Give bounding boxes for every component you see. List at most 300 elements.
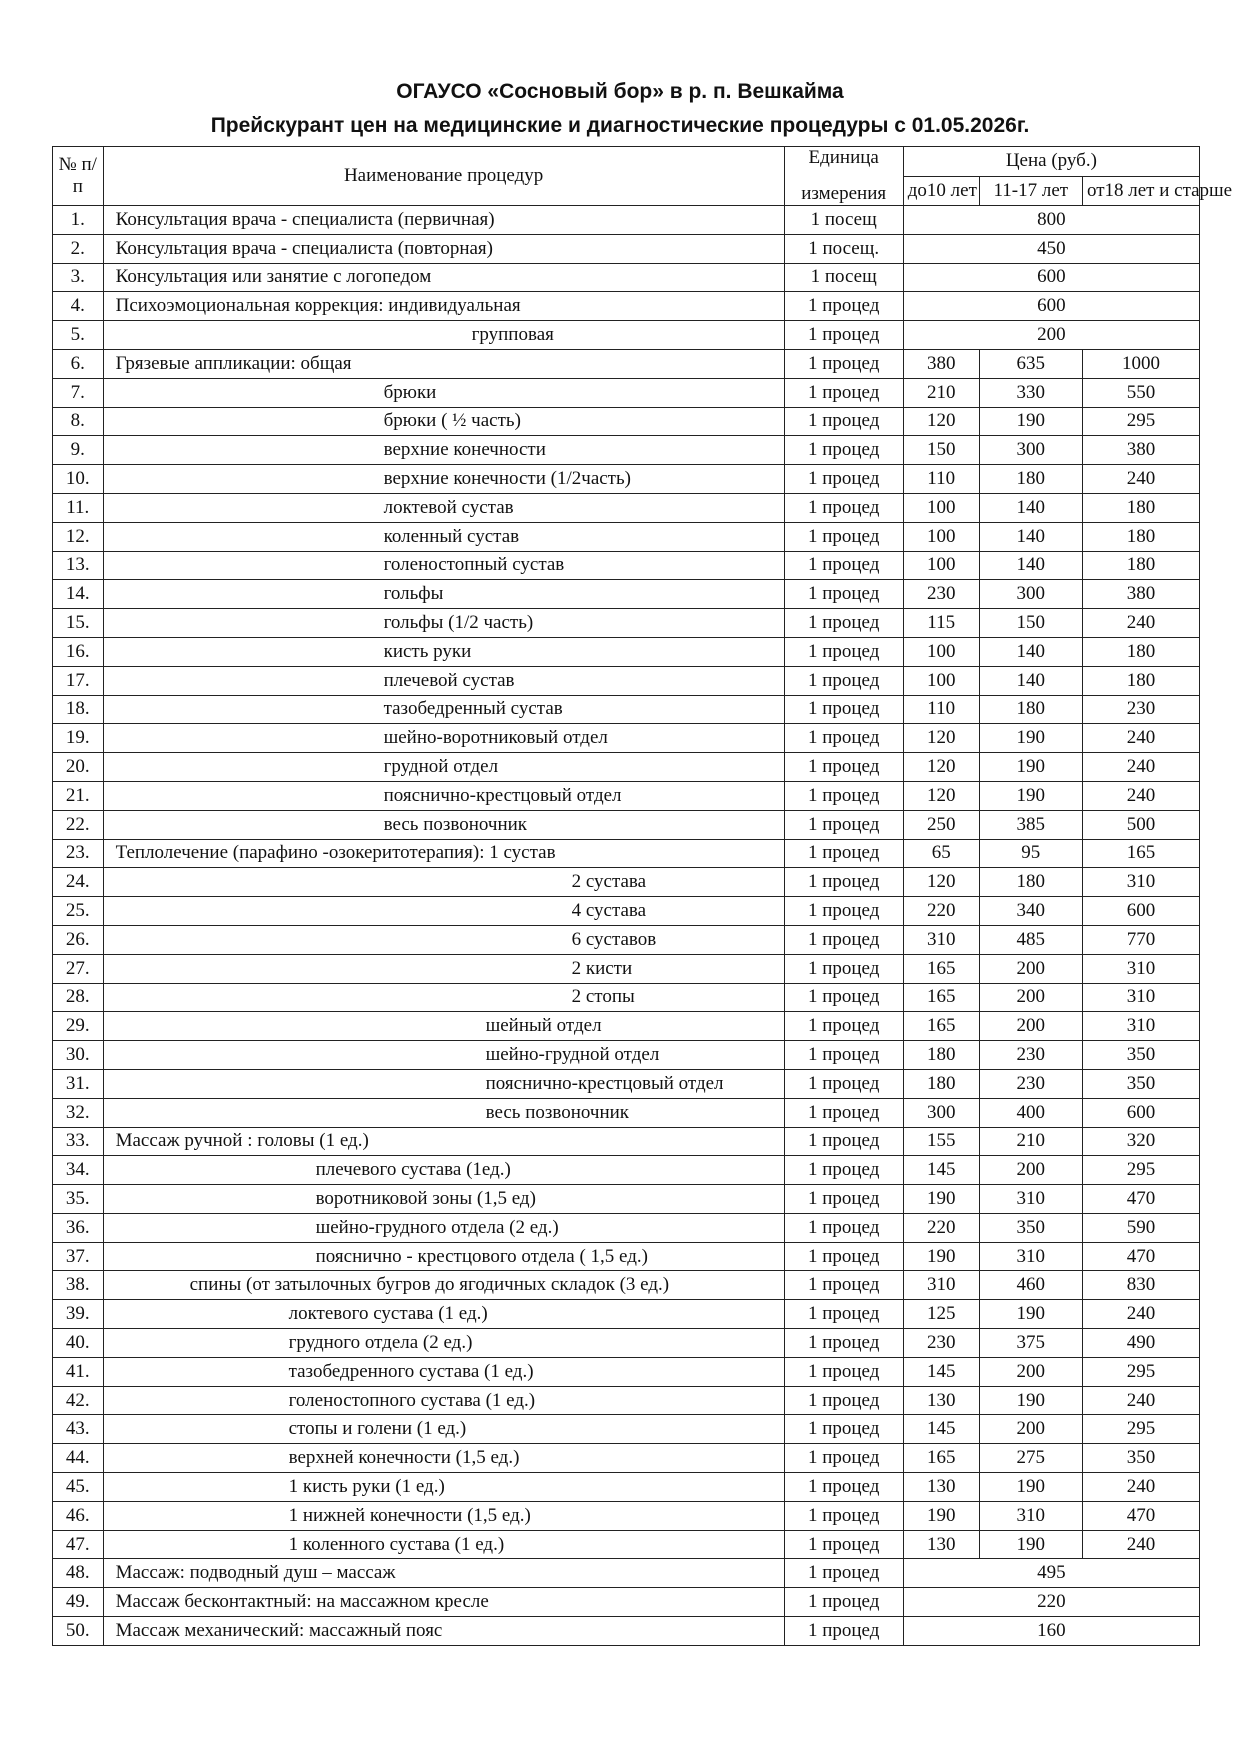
table-row (53, 1127, 1200, 1156)
row-number: 10. (53, 465, 104, 494)
table-row (53, 1300, 1200, 1329)
price-cell: 200 (903, 321, 1199, 350)
procedure-name: 1 кисть руки (1 ед.) (103, 1473, 784, 1502)
unit-cell: 1 процед (784, 1300, 903, 1329)
price-18-plus: 500 (1082, 810, 1199, 839)
price-under-10: 155 (903, 1127, 979, 1156)
price-under-10: 165 (903, 1444, 979, 1473)
row-number: 47. (53, 1530, 104, 1559)
price-11-17: 400 (979, 1098, 1082, 1127)
price-11-17: 190 (979, 724, 1082, 753)
table-row (53, 1012, 1200, 1041)
header-procedure-name: Наименование процедур (103, 147, 784, 206)
unit-cell: 1 процед (784, 292, 903, 321)
unit-cell: 1 процед (784, 465, 903, 494)
price-18-plus: 310 (1082, 983, 1199, 1012)
price-under-10: 165 (903, 1012, 979, 1041)
table-row (53, 1069, 1200, 1098)
table-row (53, 1617, 1200, 1646)
price-under-10: 115 (903, 609, 979, 638)
table-row (53, 378, 1200, 407)
row-number: 45. (53, 1473, 104, 1502)
procedure-name: брюки ( ½ часть) (103, 407, 784, 436)
price-11-17: 200 (979, 983, 1082, 1012)
price-under-10: 145 (903, 1415, 979, 1444)
unit-cell: 1 процед (784, 839, 903, 868)
table-row (53, 263, 1200, 292)
table-row (53, 925, 1200, 954)
price-under-10: 210 (903, 378, 979, 407)
row-number: 41. (53, 1357, 104, 1386)
procedure-name: шейный отдел (103, 1012, 784, 1041)
price-under-10: 130 (903, 1473, 979, 1502)
unit-cell: 1 процед (784, 1213, 903, 1242)
price-under-10: 120 (903, 407, 979, 436)
row-number: 19. (53, 724, 104, 753)
table-row (53, 465, 1200, 494)
price-11-17: 190 (979, 753, 1082, 782)
price-18-plus: 180 (1082, 551, 1199, 580)
price-cell: 160 (903, 1617, 1199, 1646)
price-11-17: 375 (979, 1329, 1082, 1358)
price-11-17: 180 (979, 695, 1082, 724)
procedure-name: Теплолечение (парафино -озокеритотерапия): 1 сустав (103, 839, 784, 868)
price-cell: 220 (903, 1588, 1199, 1617)
unit-cell: 1 процед (784, 407, 903, 436)
price-under-10: 100 (903, 637, 979, 666)
row-number: 24. (53, 868, 104, 897)
price-11-17: 200 (979, 954, 1082, 983)
price-18-plus: 240 (1082, 1473, 1199, 1502)
procedure-name: голеностопного сустава (1 ед.) (103, 1386, 784, 1415)
unit-cell: 1 процед (784, 551, 903, 580)
price-cell: 600 (903, 292, 1199, 321)
price-under-10: 165 (903, 983, 979, 1012)
unit-cell: 1 процед (784, 609, 903, 638)
table-row (53, 1357, 1200, 1386)
document-org-title: ОГАУСО «Сосновый бор» в р. п. Вешкайма (396, 80, 844, 103)
unit-cell: 1 процед (784, 321, 903, 350)
row-number: 35. (53, 1185, 104, 1214)
table-row (53, 1444, 1200, 1473)
unit-cell: 1 процед (784, 1415, 903, 1444)
row-number: 9. (53, 436, 104, 465)
price-under-10: 310 (903, 925, 979, 954)
price-under-10: 100 (903, 522, 979, 551)
price-under-10: 300 (903, 1098, 979, 1127)
unit-cell: 1 процед (784, 1242, 903, 1271)
document-price-title: Прейскурант цен на медицинские и диагностические процедуры с 01.05.2026г. (210, 114, 1030, 137)
unit-cell: 1 посещ. (784, 234, 903, 263)
procedure-name: групповая (103, 321, 784, 350)
table-row (53, 1588, 1200, 1617)
procedure-name: коленный сустав (103, 522, 784, 551)
price-11-17: 180 (979, 868, 1082, 897)
price-18-plus: 470 (1082, 1242, 1199, 1271)
price-18-plus: 380 (1082, 580, 1199, 609)
table-row (53, 292, 1200, 321)
price-11-17: 95 (979, 839, 1082, 868)
unit-cell: 1 процед (784, 493, 903, 522)
row-number: 40. (53, 1329, 104, 1358)
price-18-plus: 320 (1082, 1127, 1199, 1156)
procedure-name: локтевой сустав (103, 493, 784, 522)
price-11-17: 310 (979, 1242, 1082, 1271)
price-under-10: 100 (903, 551, 979, 580)
price-under-10: 190 (903, 1501, 979, 1530)
price-11-17: 460 (979, 1271, 1082, 1300)
price-under-10: 65 (903, 839, 979, 868)
table-row (53, 1156, 1200, 1185)
unit-cell: 1 процед (784, 925, 903, 954)
row-number: 7. (53, 378, 104, 407)
table-row (53, 1213, 1200, 1242)
price-11-17: 140 (979, 493, 1082, 522)
procedure-name: 4 сустава (103, 897, 784, 926)
procedure-name: верхние конечности (1/2часть) (103, 465, 784, 494)
header-price: Цена (руб.) (903, 147, 1199, 177)
procedure-name: весь позвоночник (103, 810, 784, 839)
price-under-10: 120 (903, 724, 979, 753)
price-18-plus: 180 (1082, 666, 1199, 695)
price-18-plus: 350 (1082, 1444, 1199, 1473)
table-row (53, 1185, 1200, 1214)
price-18-plus: 180 (1082, 493, 1199, 522)
price-under-10: 120 (903, 868, 979, 897)
price-18-plus: 240 (1082, 781, 1199, 810)
row-number: 2. (53, 234, 104, 263)
price-under-10: 220 (903, 1213, 979, 1242)
procedure-name: плечевого сустава (1ед.) (103, 1156, 784, 1185)
price-under-10: 130 (903, 1386, 979, 1415)
row-number: 28. (53, 983, 104, 1012)
row-number: 37. (53, 1242, 104, 1271)
unit-cell: 1 процед (784, 1559, 903, 1588)
unit-cell: 1 процед (784, 436, 903, 465)
row-number: 30. (53, 1041, 104, 1070)
price-18-plus: 180 (1082, 637, 1199, 666)
row-number: 44. (53, 1444, 104, 1473)
price-11-17: 140 (979, 522, 1082, 551)
price-18-plus: 240 (1082, 753, 1199, 782)
table-row (53, 1501, 1200, 1530)
row-number: 17. (53, 666, 104, 695)
procedure-name: верхней конечности (1,5 ед.) (103, 1444, 784, 1473)
table-row (53, 349, 1200, 378)
header-age-18-plus: от18 лет и старше (1082, 176, 1199, 206)
procedure-name: Консультация или занятие с логопедом (103, 263, 784, 292)
procedure-name: шейно-грудной отдел (103, 1041, 784, 1070)
price-18-plus: 310 (1082, 868, 1199, 897)
price-under-10: 220 (903, 897, 979, 926)
row-number: 15. (53, 609, 104, 638)
price-under-10: 230 (903, 580, 979, 609)
table-row (53, 983, 1200, 1012)
row-number: 22. (53, 810, 104, 839)
table-row (53, 637, 1200, 666)
price-11-17: 150 (979, 609, 1082, 638)
unit-cell: 1 процед (784, 1041, 903, 1070)
unit-cell: 1 процед (784, 666, 903, 695)
row-number: 36. (53, 1213, 104, 1242)
table-row (53, 1386, 1200, 1415)
row-number: 21. (53, 781, 104, 810)
procedure-name: Массаж бесконтактный: на массажном кресле (103, 1588, 784, 1617)
table-row (53, 522, 1200, 551)
procedure-name: 1 нижней конечности (1,5 ед.) (103, 1501, 784, 1530)
price-18-plus: 240 (1082, 1300, 1199, 1329)
table-row (53, 897, 1200, 926)
procedure-name: Массаж: подводный душ – массаж (103, 1559, 784, 1588)
unit-cell: 1 процед (784, 1156, 903, 1185)
row-number: 5. (53, 321, 104, 350)
price-under-10: 125 (903, 1300, 979, 1329)
procedure-name: весь позвоночник (103, 1098, 784, 1127)
price-18-plus: 550 (1082, 378, 1199, 407)
row-number: 48. (53, 1559, 104, 1588)
price-11-17: 275 (979, 1444, 1082, 1473)
price-11-17: 230 (979, 1069, 1082, 1098)
row-number: 25. (53, 897, 104, 926)
price-18-plus: 295 (1082, 407, 1199, 436)
price-11-17: 300 (979, 436, 1082, 465)
price-11-17: 190 (979, 1386, 1082, 1415)
price-18-plus: 830 (1082, 1271, 1199, 1300)
unit-cell: 1 процед (784, 695, 903, 724)
procedure-name: кисть руки (103, 637, 784, 666)
price-18-plus: 770 (1082, 925, 1199, 954)
header-unit-top: Единица (808, 147, 879, 168)
price-18-plus: 350 (1082, 1069, 1199, 1098)
price-11-17: 340 (979, 897, 1082, 926)
row-number: 20. (53, 753, 104, 782)
price-11-17: 200 (979, 1415, 1082, 1444)
price-18-plus: 310 (1082, 954, 1199, 983)
price-18-plus: 165 (1082, 839, 1199, 868)
price-11-17: 310 (979, 1501, 1082, 1530)
price-11-17: 485 (979, 925, 1082, 954)
price-cell: 450 (903, 234, 1199, 263)
price-cell: 600 (903, 263, 1199, 292)
price-18-plus: 295 (1082, 1415, 1199, 1444)
unit-cell: 1 процед (784, 1127, 903, 1156)
price-18-plus: 180 (1082, 522, 1199, 551)
price-11-17: 200 (979, 1156, 1082, 1185)
procedure-name: верхние конечности (103, 436, 784, 465)
row-number: 6. (53, 349, 104, 378)
price-under-10: 145 (903, 1357, 979, 1386)
price-11-17: 190 (979, 407, 1082, 436)
price-18-plus: 600 (1082, 897, 1199, 926)
header-unit-bottom: измерения (801, 183, 887, 204)
procedure-name: стопы и голени (1 ед.) (103, 1415, 784, 1444)
price-11-17: 310 (979, 1185, 1082, 1214)
price-18-plus: 600 (1082, 1098, 1199, 1127)
row-number: 50. (53, 1617, 104, 1646)
procedure-name: Консультация врача - специалиста (повторная) (103, 234, 784, 263)
procedure-name: тазобедренного сустава (1 ед.) (103, 1357, 784, 1386)
procedure-name: воротниковой зоны (1,5 ед) (103, 1185, 784, 1214)
price-11-17: 140 (979, 666, 1082, 695)
price-11-17: 200 (979, 1357, 1082, 1386)
table-row (53, 321, 1200, 350)
price-under-10: 110 (903, 695, 979, 724)
row-number: 49. (53, 1588, 104, 1617)
price-18-plus: 310 (1082, 1012, 1199, 1041)
row-number: 4. (53, 292, 104, 321)
price-11-17: 300 (979, 580, 1082, 609)
procedure-name: грудного отдела (2 ед.) (103, 1329, 784, 1358)
unit-cell: 1 процед (784, 810, 903, 839)
price-under-10: 100 (903, 493, 979, 522)
price-18-plus: 240 (1082, 465, 1199, 494)
price-under-10: 310 (903, 1271, 979, 1300)
unit-cell: 1 процед (784, 580, 903, 609)
price-under-10: 380 (903, 349, 979, 378)
price-11-17: 140 (979, 637, 1082, 666)
price-11-17: 230 (979, 1041, 1082, 1070)
table-row (53, 781, 1200, 810)
price-18-plus: 240 (1082, 1530, 1199, 1559)
unit-cell: 1 процед (784, 1012, 903, 1041)
header-number: № п/п (53, 147, 104, 206)
price-18-plus: 380 (1082, 436, 1199, 465)
price-11-17: 180 (979, 465, 1082, 494)
price-under-10: 190 (903, 1242, 979, 1271)
price-under-10: 150 (903, 436, 979, 465)
row-number: 3. (53, 263, 104, 292)
unit-cell: 1 процед (784, 349, 903, 378)
table-row (53, 839, 1200, 868)
table-row (53, 666, 1200, 695)
row-number: 18. (53, 695, 104, 724)
price-18-plus: 240 (1082, 609, 1199, 638)
price-under-10: 130 (903, 1530, 979, 1559)
row-number: 23. (53, 839, 104, 868)
unit-cell: 1 процед (784, 954, 903, 983)
table-row (53, 234, 1200, 263)
row-number: 31. (53, 1069, 104, 1098)
price-11-17: 190 (979, 1300, 1082, 1329)
price-18-plus: 470 (1082, 1185, 1199, 1214)
price-18-plus: 230 (1082, 695, 1199, 724)
unit-cell: 1 процед (784, 1501, 903, 1530)
procedure-name: плечевой сустав (103, 666, 784, 695)
price-11-17: 190 (979, 781, 1082, 810)
unit-cell: 1 процед (784, 1444, 903, 1473)
procedure-name: Консультация врача - специалиста (первичная) (103, 206, 784, 235)
price-under-10: 165 (903, 954, 979, 983)
unit-cell: 1 посещ (784, 263, 903, 292)
table-row (53, 1329, 1200, 1358)
price-under-10: 250 (903, 810, 979, 839)
table-row (53, 695, 1200, 724)
row-number: 39. (53, 1300, 104, 1329)
row-number: 12. (53, 522, 104, 551)
price-18-plus: 295 (1082, 1156, 1199, 1185)
price-cell: 800 (903, 206, 1199, 235)
procedure-name: шейно-воротниковый отдел (103, 724, 784, 753)
procedure-name: спины (от затылочных бугров до ягодичных складок (3 ед.) (103, 1271, 784, 1300)
table-row (53, 1415, 1200, 1444)
row-number: 38. (53, 1271, 104, 1300)
price-table-body (53, 206, 1200, 1646)
price-18-plus: 590 (1082, 1213, 1199, 1242)
row-number: 29. (53, 1012, 104, 1041)
unit-cell: 1 процед (784, 1386, 903, 1415)
table-row (53, 954, 1200, 983)
header-age-11-17: 11-17 лет (979, 176, 1082, 206)
unit-cell: 1 процед (784, 1588, 903, 1617)
price-11-17: 210 (979, 1127, 1082, 1156)
unit-cell: 1 процед (784, 753, 903, 782)
row-number: 8. (53, 407, 104, 436)
price-18-plus: 490 (1082, 1329, 1199, 1358)
table-row (53, 1098, 1200, 1127)
row-number: 32. (53, 1098, 104, 1127)
header-age-under-10: до10 лет (903, 176, 979, 206)
unit-cell: 1 процед (784, 1069, 903, 1098)
price-11-17: 330 (979, 378, 1082, 407)
table-row (53, 753, 1200, 782)
procedure-name: голеностопный сустав (103, 551, 784, 580)
price-11-17: 350 (979, 1213, 1082, 1242)
table-row (53, 206, 1200, 235)
price-table (52, 146, 1233, 1646)
table-row (53, 724, 1200, 753)
row-number: 11. (53, 493, 104, 522)
procedure-name: пояснично-крестцовый отдел (103, 781, 784, 810)
procedure-name: гольфы (103, 580, 784, 609)
price-11-17: 190 (979, 1473, 1082, 1502)
procedure-name: Психоэмоциональная коррекция: индивидуальная (103, 292, 784, 321)
unit-cell: 1 процед (784, 724, 903, 753)
unit-cell: 1 процед (784, 1098, 903, 1127)
row-number: 43. (53, 1415, 104, 1444)
procedure-name: гольфы (1/2 часть) (103, 609, 784, 638)
price-18-plus: 1000 (1082, 349, 1199, 378)
table-row (53, 1530, 1200, 1559)
row-number: 1. (53, 206, 104, 235)
unit-cell: 1 процед (784, 868, 903, 897)
row-number: 46. (53, 1501, 104, 1530)
unit-cell: 1 посещ (784, 206, 903, 235)
procedure-name: 1 коленного сустава (1 ед.) (103, 1530, 784, 1559)
price-under-10: 190 (903, 1185, 979, 1214)
price-11-17: 635 (979, 349, 1082, 378)
table-row (53, 1559, 1200, 1588)
procedure-name: пояснично-крестцовый отдел (103, 1069, 784, 1098)
table-row (53, 1271, 1200, 1300)
unit-cell: 1 процед (784, 1473, 903, 1502)
table-row (53, 551, 1200, 580)
procedure-name: Грязевые аппликации: общая (103, 349, 784, 378)
table-row (53, 810, 1200, 839)
procedure-name: тазобедренный сустав (103, 695, 784, 724)
unit-cell: 1 процед (784, 1357, 903, 1386)
procedure-name: 6 суставов (103, 925, 784, 954)
row-number: 13. (53, 551, 104, 580)
procedure-name: 2 стопы (103, 983, 784, 1012)
row-number: 33. (53, 1127, 104, 1156)
unit-cell: 1 процед (784, 897, 903, 926)
procedure-name: локтевого сустава (1 ед.) (103, 1300, 784, 1329)
price-under-10: 180 (903, 1041, 979, 1070)
price-18-plus: 240 (1082, 1386, 1199, 1415)
procedure-name: брюки (103, 378, 784, 407)
unit-cell: 1 процед (784, 781, 903, 810)
price-18-plus: 295 (1082, 1357, 1199, 1386)
